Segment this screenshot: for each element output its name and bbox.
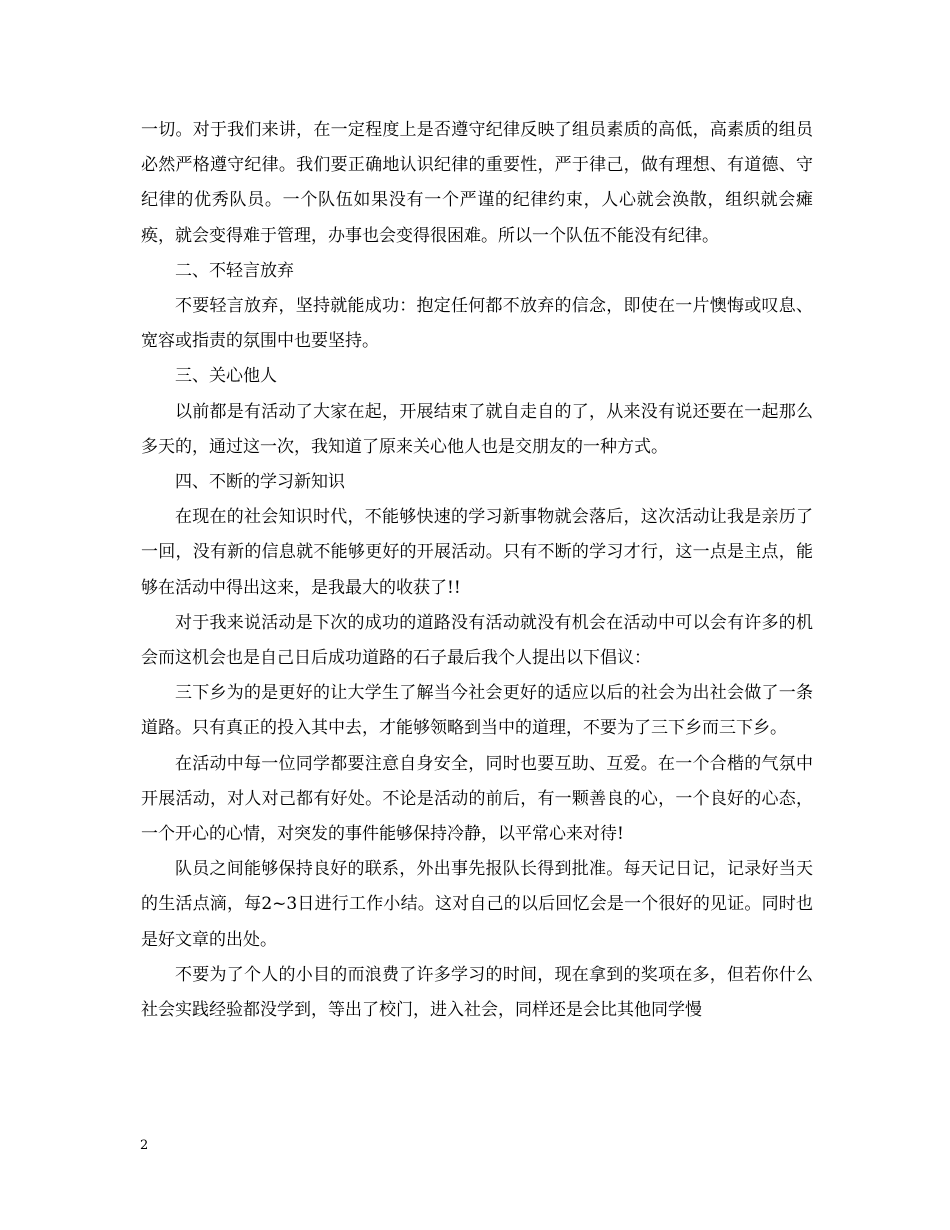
section-heading: 三、关心他人	[175, 366, 277, 387]
section-heading: 二、不轻言放弃	[175, 260, 294, 281]
paragraph: 不要轻言放弃，坚持就能成功：抱定任何都不放弃的信念，即使在一片懊悔或叹息、宽容或指责的氛围中也要坚持。	[141, 296, 813, 352]
paragraph: 在活动中每一位同学都要注意自身安全，同时也要互助、互爱。在一个合楷的气氛中开展活动，对人对己都有好处。不论是活动的前后，有一颗善良的心，一个良好的心态，一个开心的心情，对突发的事件能够保持冷静，以平常心来对待!	[141, 753, 813, 845]
paragraph-continuation: 一切。对于我们来讲，在一定程度上是否遵守纪律反映了组员素质的高低，高素质的组员必然严格遵守纪律。我们要正确地认识纪律的重要性，严于律己，做有理想、有道德、守纪律的优秀队员。一个队伍如果没有一个严谨的纪律约束，人心就会涣散，组织就会瘫痪，就会变得难于管理，办事也会变得很困难。所以一个队伍不能没有纪律。	[141, 120, 813, 246]
paragraph: 不要为了个人的小目的而浪费了许多学习的时间，现在拿到的奖项在多，但若你什么社会实践经验都没学到，等出了校门，进入社会，同样还是会比其他同学慢	[141, 964, 813, 1021]
paragraph: 在现在的社会知识时代，不能够快速的学习新事物就会落后，这次活动让我是亲历了一回，没有新的信息就不能够更好的开展活动。只有不断的学习才行，这一点是主点，能够在活动中得出这来，是我最大的收获了!!	[141, 507, 813, 598]
paragraph: 三下乡为的是更好的让大学生了解当今社会更好的适应以后的社会为出社会做了一条道路。只有真正的投入其中去，才能够领略到当中的道理，不要为了三下乡而三下乡。	[141, 683, 813, 739]
paragraph: 队员之间能够保持良好的联系，外出事先报队长得到批准。每天记日记，记录好当天的生活点滴，每2~3日进行工作小结。这对自己的以后回忆会是一个很好的见证。同时也是好文章的出处。	[141, 859, 813, 950]
paragraph: 对于我来说活动是下次的成功的道路没有活动就没有机会在活动中可以会有许多的机会而这机会也是自己日后成功道路的石子最后我个人提出以下倡议：	[141, 612, 813, 669]
paragraph: 以前都是有活动了大家在起，开展结束了就自走自的了，从来没有说还要在一起那么多天的，通过这一次，我知道了原来关心他人也是交朋友的一种方式。	[141, 401, 813, 457]
page-number: 2	[140, 1138, 149, 1153]
section-heading: 四、不断的学习新知识	[175, 472, 345, 493]
document-body	[141, 113, 813, 1028]
